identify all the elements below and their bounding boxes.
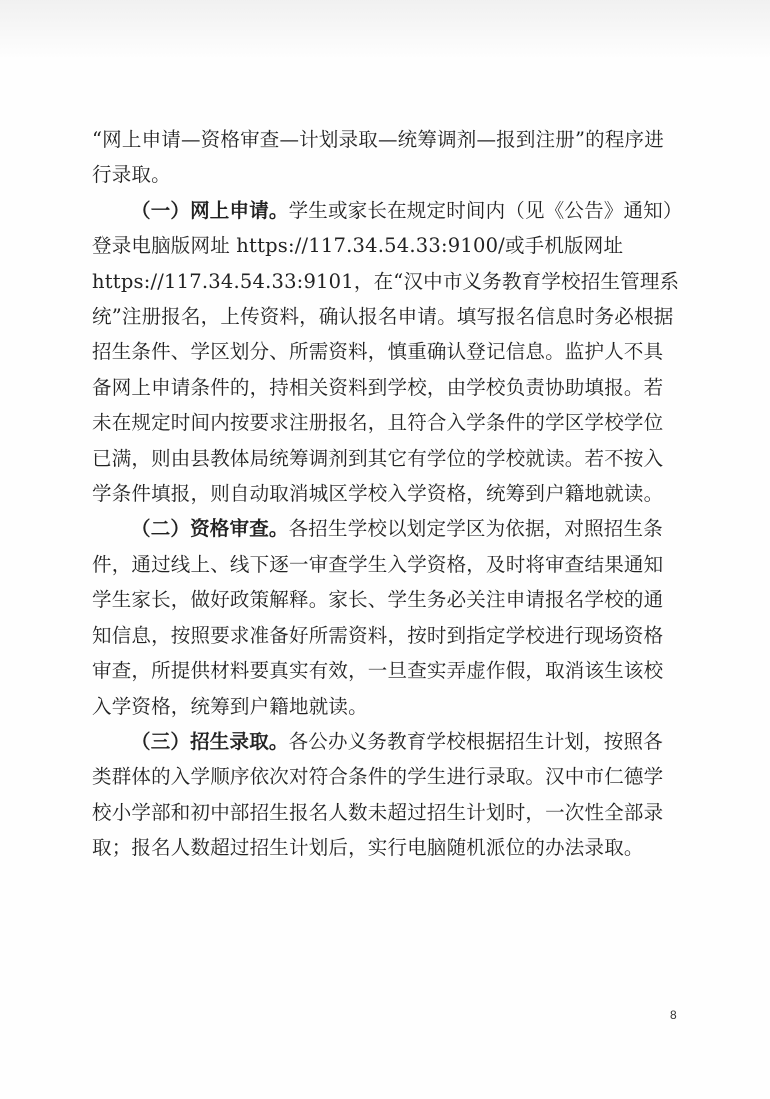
paragraph-online-application <box>92 193 682 512</box>
paragraph-intro <box>92 122 682 193</box>
document-body <box>92 122 682 866</box>
paragraph-qualification-review-text: 各招生学校以划定学区为依据，对照招生条件，通过线上、线下逐一审查学生入学资格，及时将审查结果通知学生家长，做好政策解释。家长、学生务必关注申请报名学校的通知信息，按照要求准备好所需资料，按时到指定学校进行现场资格审查，所提供材料要真实有效，一旦查实弄虚作假，取消该生该校入学资格，统筹到户籍地就读。 <box>92 517 664 718</box>
paragraph-admission <box>92 724 682 866</box>
paragraph-admission-text: 各公办义务教育学校根据招生计划，按照各类群体的入学顺序依次对符合条件的学生进行录取。汉中市仁德学校小学部和初中部招生报名人数未超过招生计划时，一次性全部录取；报名人数超过招生计划后，实行电脑随机派位的办法录取。 <box>92 729 664 860</box>
paragraph-qualification-review-heading: （二）资格审查。 <box>131 517 289 541</box>
paragraph-online-application-text: 学生或家长在规定时间内（见《公告》通知）登录电脑版网址 https://117.34.54.33:9100/或手机版网址 https://117.34.54.33:9101，在“汉中市义务教育学校招生管理系统”注册报名，上传资料，确认报名申请。填写报名信息时务必根据招生条件、学区划分、所需资料，慎重确认登记信息。监护人不具备网上申请条件的，持相关资料到学校，由学校负责协助填报。若未在规定时间内按要求注册报名，且符合入学条件的学区学校学位已满，则由县教体局统筹调剂到其它有学位的学校就读。若不按入学条件填报，则自动取消城区学校入学资格，统筹到户籍地就读。 <box>92 198 680 506</box>
scan-edge-shadow <box>0 0 770 60</box>
paragraph-online-application-heading: （一）网上申请。 <box>131 198 289 222</box>
page-number: 8 <box>670 1008 677 1022</box>
paragraph-qualification-review <box>92 511 682 723</box>
paragraph-admission-heading: （三）招生录取。 <box>131 729 289 753</box>
paragraph-intro-text: “网上申请—资格审查—计划录取—统筹调剂—报到注册”的程序进行录取。 <box>92 128 664 187</box>
